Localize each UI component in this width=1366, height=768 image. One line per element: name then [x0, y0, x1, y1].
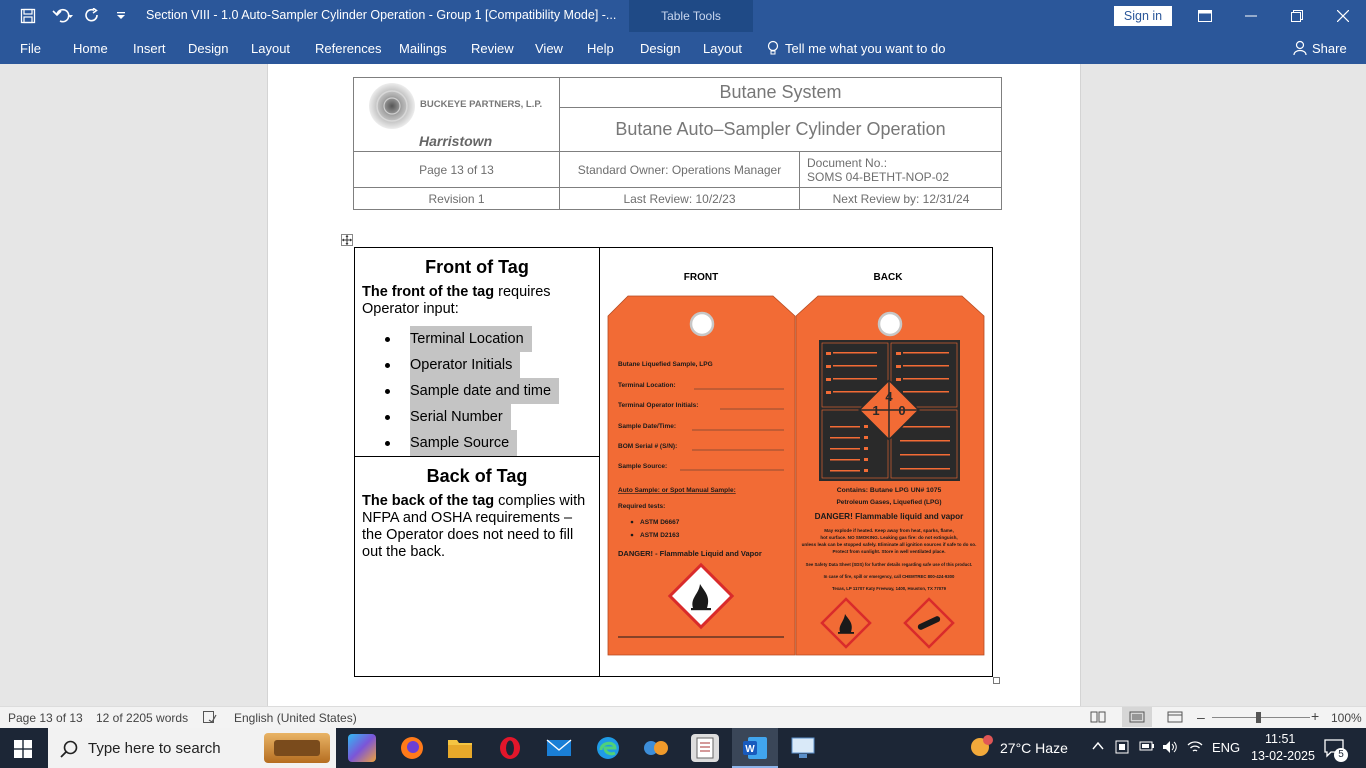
tag-emergency-line: In case of fire, spill or emergency, call CHEMTREC 800-424-9300 [823, 574, 955, 579]
teams-app-icon[interactable] [642, 734, 670, 762]
volume-icon[interactable] [1162, 739, 1178, 758]
tag-front-line-5: Sample Source: [618, 463, 668, 470]
tag-front-line-3: Sample Date/Time: [618, 423, 677, 430]
taskbar-search-box[interactable] [48, 728, 336, 768]
list-item-text: Sample date and time [410, 378, 559, 404]
tag-warning-1: hot surface. NO SMOKING. Leaking gas fire: do not extinguish, [820, 535, 958, 540]
battery-icon[interactable] [1139, 740, 1155, 755]
back-lead-rest: complies with NFPA and OSHA requirements – the Operator does not need to fill out the back. [362, 493, 586, 560]
zoom-slider-thumb[interactable] [1256, 712, 1261, 723]
tab-table-layout[interactable]: Layout [703, 41, 743, 56]
undo-icon[interactable] [48, 4, 78, 28]
front-of-tag-cell[interactable] [355, 248, 600, 457]
page-number: Page 13 of 13 [354, 152, 560, 188]
status-page-count[interactable]: Page 13 of 13 [8, 711, 83, 725]
company-name: BUCKEYE PARTNERS, L.P. [420, 99, 543, 110]
next-review: Next Review by: 12/31/24 [832, 192, 970, 206]
tab-layout[interactable]: Layout [251, 41, 291, 56]
tag-front-line-2: Terminal Operator Initials: [618, 402, 699, 409]
tab-table-design[interactable]: Design [640, 41, 681, 56]
tag-sample-type: Auto Sample: or Spot Manual Sample: [618, 487, 736, 494]
list-item-text: Serial Number [410, 404, 511, 430]
tab-file[interactable]: File [20, 41, 41, 56]
tell-me-search[interactable]: Tell me what you want to do [785, 41, 946, 56]
zoom-slider[interactable] [1212, 717, 1310, 718]
tray-device-icon[interactable] [1115, 740, 1129, 757]
zoom-out-icon[interactable]: – [1197, 709, 1205, 725]
back-of-tag-heading: Back of Tag [426, 466, 528, 486]
tag-test-1: ASTM D2163 [640, 532, 680, 539]
procedure-title: Butane Auto–Sampler Cylinder Operation [560, 108, 1002, 152]
clock-date[interactable]: 13-02-2025 [1251, 749, 1315, 763]
windows-start-icon[interactable] [14, 740, 32, 763]
web-layout-icon[interactable] [1167, 711, 1183, 726]
nfpa-instability: 0 [898, 403, 906, 418]
list-item-text: Operator Initials [410, 352, 520, 378]
logo-cell [354, 78, 560, 152]
status-language[interactable]: English (United States) [234, 711, 357, 725]
word-icon [742, 736, 768, 760]
remote-desktop-icon[interactable] [789, 734, 817, 762]
tab-help[interactable]: Help [587, 41, 614, 56]
search-highlight-radio-icon[interactable] [264, 733, 330, 763]
last-review: Last Review: 10/2/23 [560, 188, 800, 210]
copilot-icon[interactable] [348, 734, 376, 762]
edge-icon[interactable] [594, 734, 622, 762]
tag-test-0: ASTM D6667 [640, 519, 680, 526]
tag-required-tests: Required tests: [618, 503, 666, 510]
tag-front-line-0: Butane Liquefied Sample, LPG [618, 361, 713, 368]
status-bar [0, 706, 1366, 728]
tab-home[interactable]: Home [73, 41, 108, 56]
tab-mailings[interactable]: Mailings [399, 41, 447, 56]
back-lead-bold: The back of the tag [362, 493, 495, 509]
title-bar [0, 0, 1366, 32]
table-resize-handle[interactable] [993, 677, 1000, 684]
tab-insert[interactable]: Insert [133, 41, 166, 56]
system-title: Butane System [560, 78, 1002, 108]
front-lead-rest: requires Operator input: [362, 284, 551, 317]
document-header-table [353, 77, 1002, 210]
front-of-tag-description [355, 284, 599, 318]
front-tag-grommet [691, 313, 713, 335]
back-label: BACK [873, 272, 903, 283]
windows-taskbar [0, 728, 1366, 768]
tag-sds-line: See Safety Data Sheet (SDS) for further details regarding safe use of this product. [805, 562, 973, 567]
notification-count: 5 [1334, 748, 1348, 762]
table-move-handle-icon[interactable] [341, 234, 353, 246]
customize-qat-icon[interactable] [112, 4, 130, 28]
weather-icon[interactable] [968, 735, 994, 764]
standard-owner: Standard Owner: Operations Manager [560, 152, 800, 188]
tag-contains: Contains: Butane LPG UN# 1075 [836, 487, 942, 494]
word-taskbar-active[interactable] [732, 728, 778, 768]
back-of-tag-description [355, 493, 599, 561]
zoom-in-icon[interactable]: + [1311, 708, 1320, 724]
tab-review[interactable]: Review [471, 41, 514, 56]
tag-front-line-1: Terminal Location: [618, 382, 676, 389]
svg-text:W: W [745, 744, 755, 755]
document-number: SOMS 04-BETHT-NOP-02 [807, 169, 950, 184]
list-item-text: Sample Source [410, 430, 517, 456]
hazard-info-panel [819, 340, 960, 481]
tab-view[interactable]: View [535, 41, 563, 56]
tag-warning-0: May explode if heated. Keep away from heat, sparks, flame, [824, 528, 954, 533]
opera-icon[interactable] [496, 734, 524, 762]
tag-petroleum: Petroleum Gases, Liquefied (LPG) [836, 499, 942, 506]
save-icon[interactable] [14, 4, 42, 28]
tag-front-line-4: BOM Serial # (S/N): [618, 443, 678, 450]
front-lead-bold: The front of the tag [362, 284, 495, 300]
ribbon-tabs [0, 32, 1366, 64]
tag-table[interactable] [354, 247, 993, 677]
read-mode-icon[interactable] [1090, 711, 1106, 726]
document-number-label: Document No.: [807, 155, 888, 170]
redo-icon[interactable] [83, 4, 103, 28]
wifi-icon[interactable] [1187, 739, 1203, 758]
lightbulb-icon [767, 40, 779, 61]
proofing-icon[interactable] [203, 711, 217, 726]
location-name: Harristown [419, 133, 493, 149]
tag-warning-2: unless leak can be stopped safely. Eliminate all ignition sources if safe to do so. [801, 542, 977, 547]
tag-danger-front: DANGER! - Flammable Liquid and Vapor [618, 549, 762, 558]
table-tools-label: Table Tools [661, 9, 721, 23]
document-number-cell [800, 152, 1002, 188]
zoom-level[interactable]: 100% [1331, 711, 1362, 725]
tag-danger-back: DANGER! Flammable liquid and vapor [814, 512, 964, 521]
search-icon [60, 740, 78, 758]
clock-time[interactable]: 11:51 [1265, 732, 1296, 746]
tag-address-line: Texas, LP 11707 Katy Freeway, 1400, Houston, TX 77079 [832, 586, 946, 591]
close-icon[interactable] [1320, 0, 1366, 32]
front-of-tag-heading: Front of Tag [425, 257, 529, 277]
nfpa-flammability: 4 [885, 389, 893, 404]
sample-tag-illustration [600, 248, 992, 677]
file-explorer-icon[interactable] [446, 734, 474, 762]
status-word-count[interactable]: 12 of 2205 words [96, 711, 189, 725]
list-item-text: Terminal Location [410, 326, 532, 352]
ribbon-display-options-icon[interactable] [1182, 0, 1228, 32]
restore-icon[interactable] [1274, 0, 1320, 32]
firefox-icon[interactable] [398, 734, 426, 762]
tab-design[interactable]: Design [188, 41, 229, 56]
minimize-icon[interactable] [1228, 0, 1274, 32]
back-tag-grommet [879, 313, 901, 335]
back-of-tag-cell[interactable] [355, 457, 600, 677]
share-icon [1293, 40, 1307, 61]
revision: Revision 1 [354, 188, 560, 210]
sign-in-button[interactable]: Sign in [1114, 6, 1172, 26]
search-placeholder: Type here to search [88, 740, 221, 757]
input-language[interactable]: ENG [1212, 740, 1241, 755]
front-label: FRONT [683, 272, 719, 283]
mail-icon[interactable] [545, 734, 573, 762]
print-layout-icon[interactable] [1122, 707, 1152, 727]
share-button[interactable]: Share [1312, 41, 1347, 56]
tag-image-cell[interactable] [600, 248, 992, 677]
nfpa-health: 1 [872, 403, 880, 418]
show-hidden-icons-icon[interactable] [1092, 739, 1104, 754]
buckeye-logo-icon [368, 82, 416, 130]
tag-warning-3: Protect from sunlight. Store in well ventilated place. [832, 549, 946, 554]
tab-references[interactable]: References [315, 41, 382, 56]
document-viewer-icon[interactable] [691, 734, 719, 762]
document-title: Section VIII - 1.0 Auto-Sampler Cylinder Operation - Group 1 [Compatibility Mode] -... [146, 8, 617, 22]
weather-text[interactable]: 27°C Haze [1000, 740, 1068, 756]
